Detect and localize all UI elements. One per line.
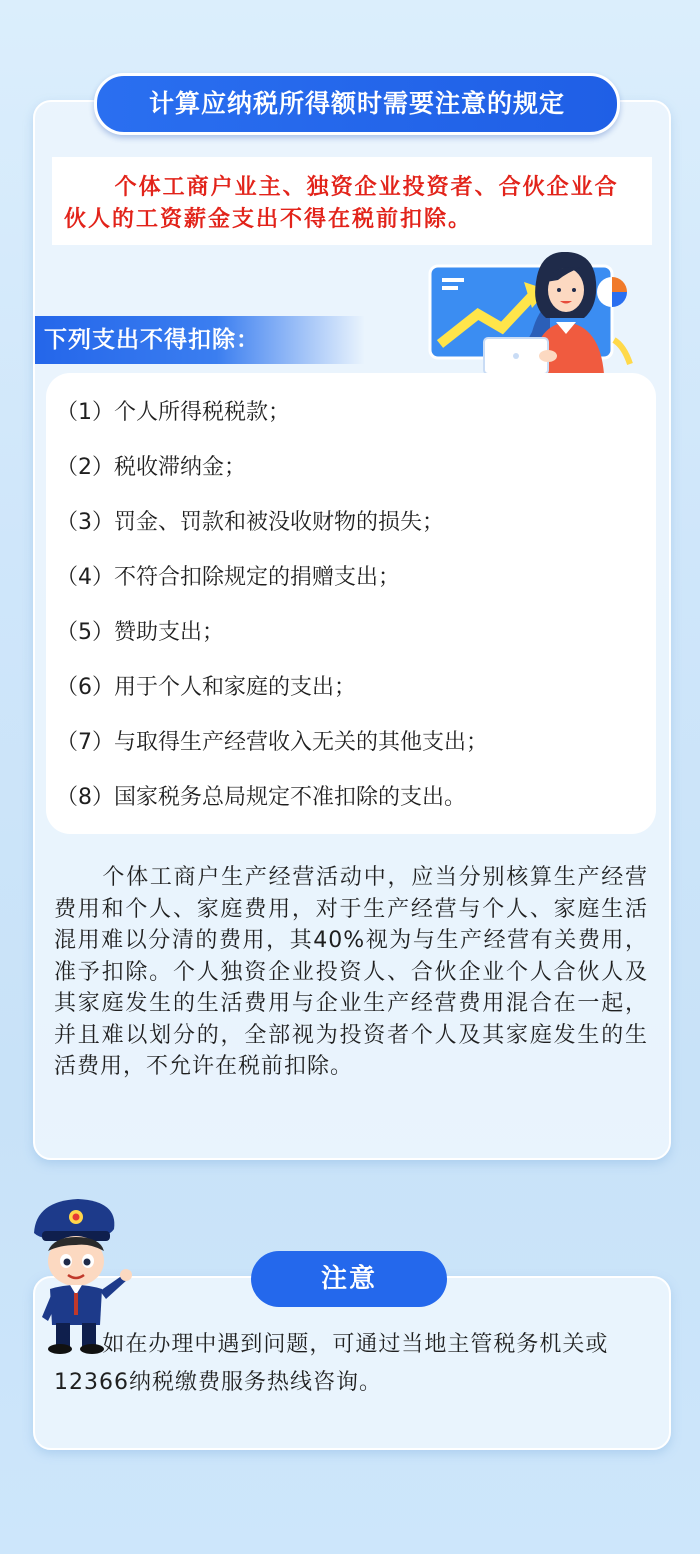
note-text: 如在办理中遇到问题，可通过当地主管税务机关或12366纳税缴费服务热线咨询。 bbox=[54, 1332, 609, 1395]
explanation-paragraph: 个体工商户生产经营活动中，应当分别核算生产经营费用和个人、家庭费用，对于生产经营与个人、家庭生活混用难以分清的费用，其40%视为与生产经营有关费用，准予扣除。个人独资企业投资人、合伙企业个人合伙人及其家庭发生的生活费用与企业生产经营费用混合在一起，并且难以划分的，全部视为投资者个人及其家庭发生的生活费用，不允许在税前扣除。 bbox=[54, 865, 648, 1079]
list-item: （5）赞助支出； bbox=[56, 620, 224, 645]
list-item: （7）与取得生产经营收入无关的其他支出； bbox=[56, 730, 488, 755]
woman-with-laptop-illustration bbox=[428, 252, 638, 374]
note-label: 注意 bbox=[251, 1251, 447, 1307]
list-item: （1）个人所得税税款； bbox=[56, 400, 290, 425]
list-item: （6）用于个人和家庭的支出； bbox=[56, 675, 356, 700]
list-item: （2）税收滞纳金； bbox=[56, 455, 246, 480]
list-item: （3）罚金、罚款和被没收财物的损失； bbox=[56, 510, 444, 535]
non-deductible-list bbox=[46, 373, 656, 834]
page-title: 计算应纳税所得额时需要注意的规定 bbox=[94, 73, 620, 135]
highlight-text: 个体工商户业主、独资企业投资者、合伙企业合伙人的工资薪金支出不得在税前扣除。 bbox=[52, 157, 652, 245]
list-item: （4）不符合扣除规定的捐赠支出； bbox=[56, 565, 400, 590]
list-item: （8）国家税务总局规定不准扣除的支出。 bbox=[56, 785, 466, 810]
section-subheading: 下列支出不得扣除： bbox=[35, 316, 365, 364]
